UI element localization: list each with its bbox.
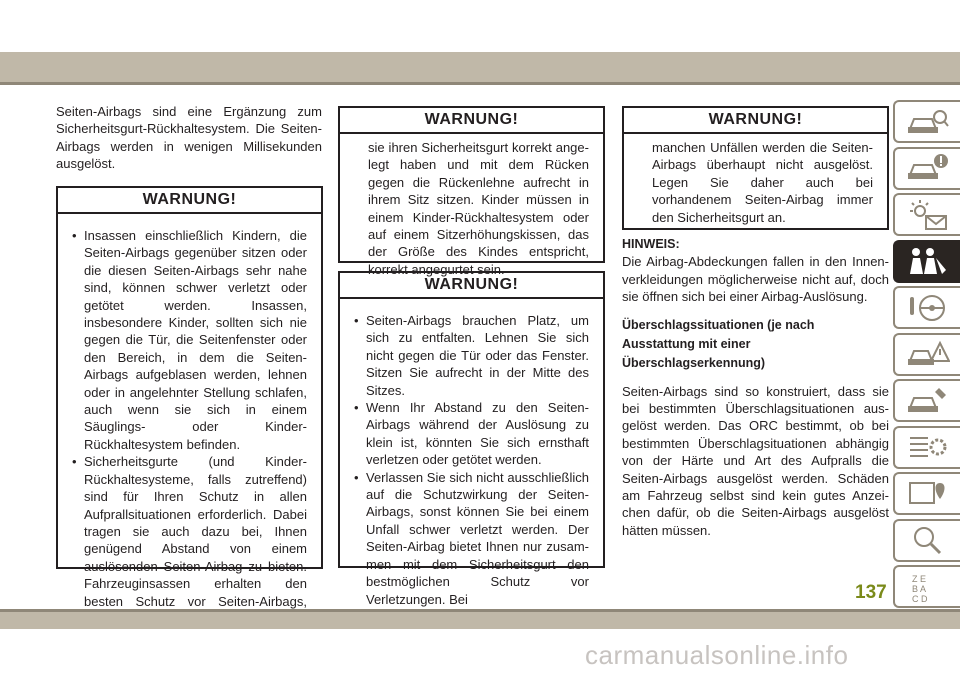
chapter-tabs bbox=[893, 100, 960, 612]
warning-list bbox=[72, 227, 307, 627]
warning-text: sie ihren Sicherheitsgurt korrekt angelegt haben und mit dem Rücken gegen die Rückenlehne aufrecht in ihrem Sitz sitzen. Kinder müssen in einem Kinder-Rückhaltesystem oder auf einem Sitzerhöhungskissen, das der Größe des Kindes entspricht, korrekt angegurtet sein. bbox=[368, 140, 589, 277]
warning-bullet: • Seiten-Airbags brauchen Platz, um sich zu entfalten. Lehnen Sie sich nicht gegen die Tür oder das Fenster. Sitzen Sie aufrecht in der Mitte des Sitzes. bbox=[354, 312, 589, 399]
section-paragraph: Seiten-Airbags sind so konstruiert, dass sie bei bestimmten Überschlagsituationen ausgelöst werden. Das ORC bestimmt, ob bei bestimmten Überschlagsituationen abhängig von der Härte und Art des Aufpralls die Seiten-Airbags ausgelöst werden. Schäden am Fahrzeug selbst sind kein gutes Anzeichen dafür, ob die Seiten-Airbags ausgelöst hätten müssen. bbox=[622, 383, 889, 538]
svg-text:B A: B A bbox=[911, 583, 926, 594]
page-number: 137 bbox=[855, 582, 887, 603]
tab-customer-assistance[interactable] bbox=[893, 519, 960, 562]
warning-box-middle-top bbox=[338, 106, 605, 277]
warning-bullet: • Verlassen Sie sich nicht ausschließlich auf die Schutzwirkung der Seiten-Airbags, sonst können Sie bei einem Unfall schwer verletzt werden. Der Seiten-Airbag bietet Ihnen nur zusammen mit dem Sicherheitsgurt den bestmöglichen Schutz vor Verletzungen. Bei bbox=[354, 469, 589, 608]
watermark-text: carmanualsonline.info bbox=[585, 640, 849, 670]
steering-wheel-icon bbox=[906, 291, 950, 325]
warning-bullet: • Insassen einschließlich Kindern, die Seiten-Airbags gegenüber sitzen oder die diesen Seiten-Airbags sehr nahe sind, können schwer verletzt oder getötet werden. Insassen, insbesondere Kinder, sollten sich nie gegen die Tür, die Seitenfenster oder den Bereich, in dem die Seiten-Airbags aufgeblasen werden, lehnen oder in angelehnter Stellung schlafen, auch wenn sie sich in einem Säuglings- oder Kinder-Rückhaltesystem befinden. bbox=[72, 227, 307, 453]
warning-title: WARNUNG! bbox=[624, 108, 887, 134]
warning-title: WARNUNG! bbox=[340, 108, 603, 134]
tab-servicing[interactable] bbox=[893, 379, 960, 422]
hinweis-text: Die Airbag-Abdeckungen fallen in den Innenverkleidungen möglicherweise nicht auf, doch sie öffnen sich bei einer Airbag-Auslösung. bbox=[622, 254, 889, 305]
hinweis-label: HINWEIS: bbox=[622, 237, 680, 251]
tab-safety[interactable] bbox=[893, 240, 960, 283]
warning-triangle-icon bbox=[906, 337, 950, 371]
tab-multimedia[interactable] bbox=[893, 472, 960, 515]
car-wrench-icon bbox=[906, 384, 950, 418]
svg-text:Z E: Z E bbox=[911, 573, 926, 584]
tab-starting-operating[interactable] bbox=[893, 286, 960, 329]
warning-bullet: • Sicherheitsgurte (und Kinder-Rückhaltesysteme, falls zutreffend) sind für Ihren Schutz in allen Aufprallsituationen erforderlich. Dabei tragen sie auch dazu bei, Ihnen genügend Abstand von einem auslösenden Seiten-Airbag zu bieten. Fahrzeuginsassen erhalten den besten Schutz vor Seiten-Airbags, bbox=[72, 453, 307, 627]
svg-text:C D: C D bbox=[911, 593, 927, 604]
warning-text: manchen Unfällen werden die Seiten-Airbags überhaupt nicht ausgelöst. Legen Sie daher auch bei vorhandenem Seiten-Airbag immer den Sicherheitsgurt an. bbox=[652, 140, 873, 225]
tab-emergency[interactable] bbox=[893, 333, 960, 376]
column-left bbox=[56, 103, 322, 183]
warning-box-left bbox=[56, 186, 323, 609]
index-letters-icon bbox=[906, 570, 950, 604]
warning-title: WARNUNG! bbox=[58, 188, 321, 214]
car-info-icon bbox=[906, 151, 950, 185]
section-heading: Überschlagssituationen (je nach Ausstattung mit einer Überschlagserkennung) bbox=[622, 317, 815, 370]
footer-band bbox=[0, 612, 960, 629]
tab-index[interactable] bbox=[893, 565, 960, 608]
warning-list bbox=[354, 312, 589, 608]
media-navigation-icon bbox=[906, 477, 950, 511]
warning-bullet: • Wenn Ihr Abstand zu den Seiten-Airbags während der Auslösung zu klein ist, könnten Sie sich ernsthaft verletzen oder getötet werden. bbox=[354, 399, 589, 469]
tab-lights-messages[interactable] bbox=[893, 193, 960, 236]
warning-title: WARNUNG! bbox=[340, 273, 603, 299]
header-band bbox=[0, 52, 960, 82]
warning-box-right bbox=[622, 106, 889, 230]
warning-box-middle-bottom bbox=[338, 271, 605, 607]
checklist-gear-icon bbox=[906, 430, 950, 464]
column-right bbox=[622, 236, 889, 549]
header-band-line bbox=[0, 82, 960, 85]
tab-vehicle-search[interactable] bbox=[893, 100, 960, 143]
car-search-icon bbox=[906, 105, 950, 139]
magnifier-icon bbox=[906, 523, 950, 557]
light-message-icon bbox=[906, 198, 950, 232]
tab-technical-data[interactable] bbox=[893, 426, 960, 469]
intro-paragraph: Seiten-Airbags sind eine Ergänzung zum Sicherheitsgurt-Rückhaltesystem. Die Seiten-Airbags werden in wenigen Millisekunden ausgelöst. bbox=[56, 104, 322, 172]
safety-occupant-icon bbox=[906, 244, 950, 278]
tab-vehicle-info[interactable] bbox=[893, 147, 960, 190]
